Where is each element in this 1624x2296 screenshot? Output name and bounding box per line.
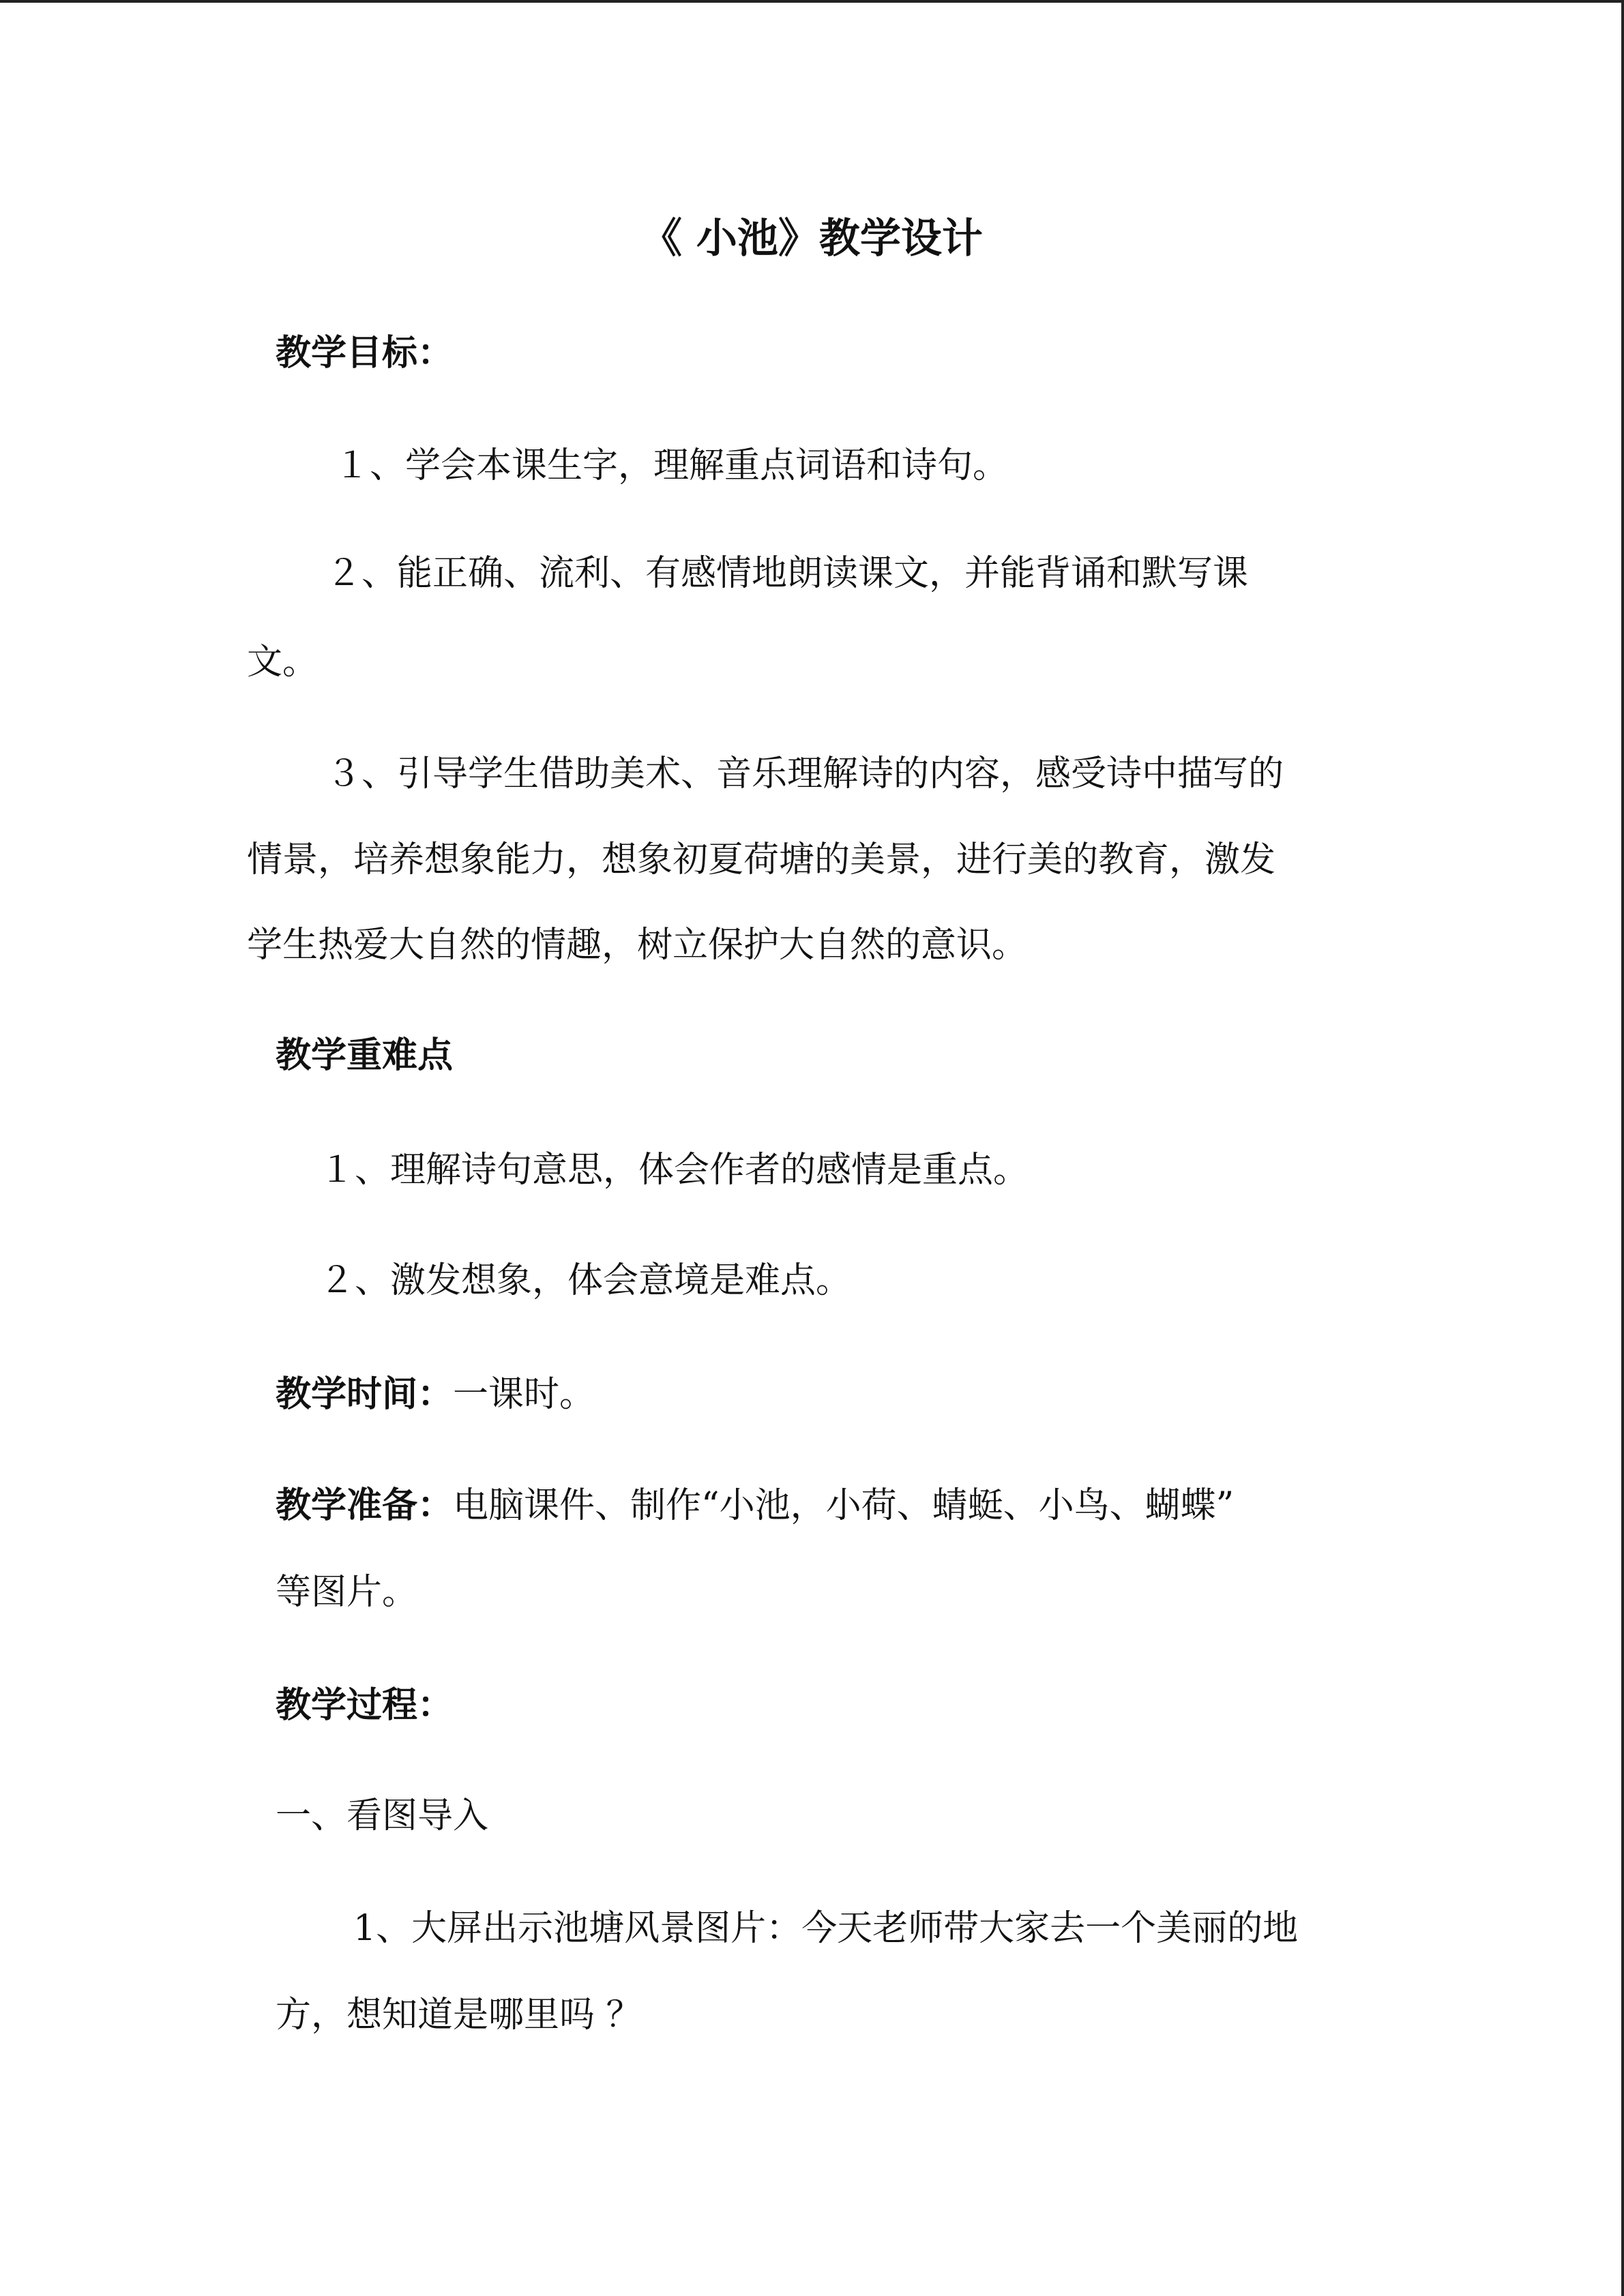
document-title: 《 小池》教学设计 <box>641 215 983 263</box>
objective-item-1: １、学会本课生字，理解重点词语和诗句。 <box>334 445 1009 486</box>
teaching-preparation-value: 电脑课件、制作“小池，小荷、蜻蜓、小鸟、蝴蝶” <box>453 1485 1235 1526</box>
teaching-preparation-label: 教学准备： <box>276 1485 454 1526</box>
process-step-1-cont: 方，想知道是哪里吗 ？ <box>276 1995 642 2036</box>
teaching-time <box>276 1372 595 1417</box>
objectives-heading: 教学目标： <box>276 333 454 374</box>
page-right-border <box>1621 0 1624 2296</box>
objective-item-3-cont-1: 情景，培养想象能力，想象初夏荷塘的美景，进行美的教育，激发 <box>247 839 1276 880</box>
teaching-preparation <box>276 1483 1234 1528</box>
objective-item-2: ２、能正确、流利、有感情地朗读课文，并能背诵和默写课 <box>326 553 1249 594</box>
key-points-heading: 教学重难点 <box>276 1035 454 1076</box>
objective-item-2-cont: 文。 <box>247 642 319 683</box>
process-section-1: 一、看图导入 <box>276 1795 489 1836</box>
objective-item-3: ３、引导学生借助美术、音乐理解诗的内容，感受诗中描写的 <box>326 754 1284 794</box>
key-point-item-1: １、理解诗句意思，体会作者的感情是重点。 <box>319 1150 1029 1191</box>
page-top-border <box>0 0 1624 3</box>
teaching-time-label: 教学时间： <box>276 1374 454 1415</box>
process-heading: 教学过程： <box>276 1685 454 1726</box>
process-step-1: 1、大屏出示池塘风景图片：今天老师带大家去一个美丽的地 <box>353 1908 1299 1949</box>
teaching-time-value: 一课时。 <box>453 1374 595 1415</box>
teaching-preparation-cont: 等图片。 <box>276 1572 418 1613</box>
key-point-item-2: ２、激发想象，体会意境是难点。 <box>319 1260 852 1301</box>
objective-item-3-cont-2: 学生热爱大自然的情趣，树立保护大自然的意识。 <box>247 925 1028 966</box>
